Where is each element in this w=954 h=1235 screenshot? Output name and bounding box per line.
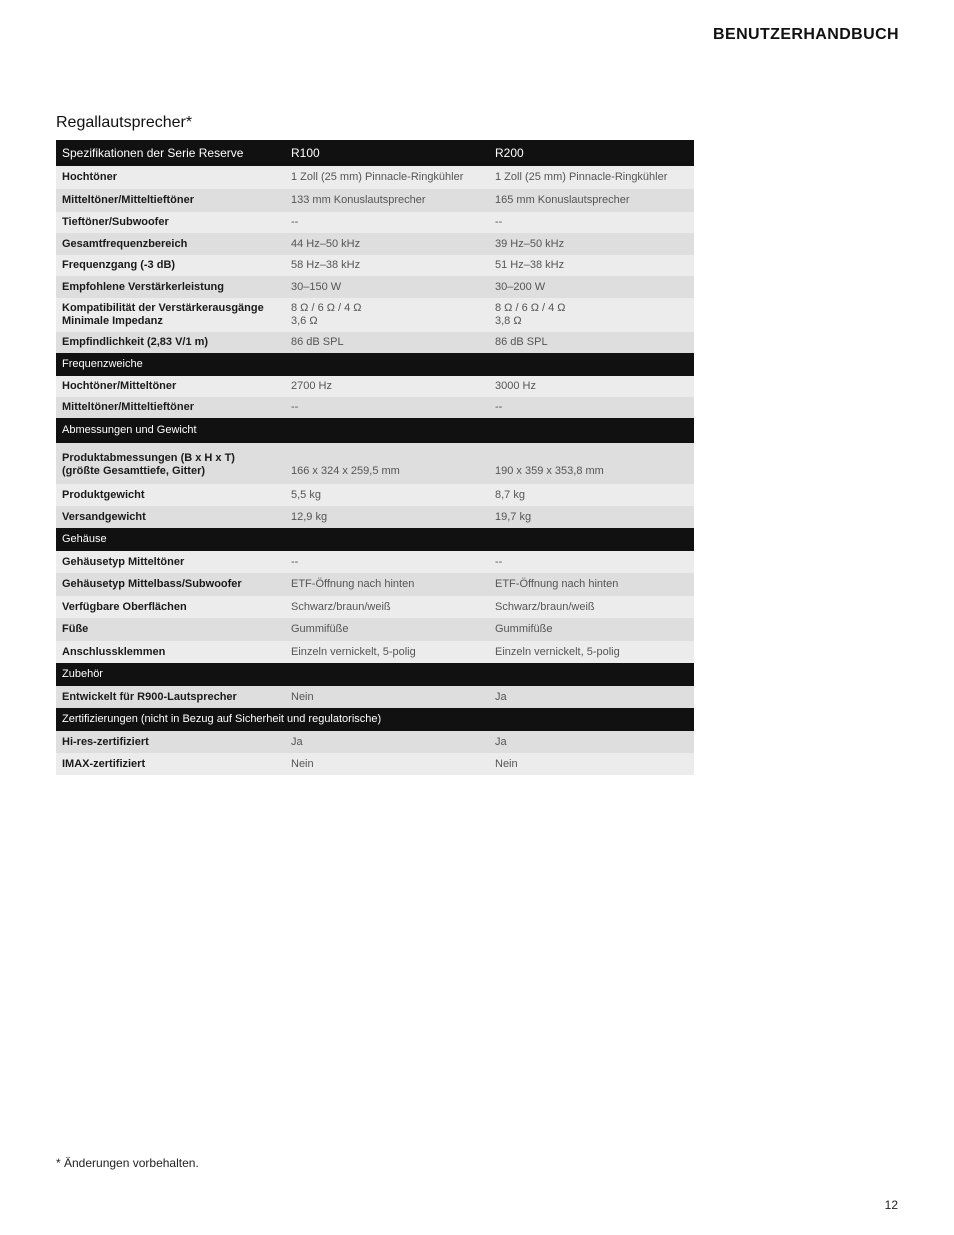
- table-row: [56, 443, 694, 484]
- row-label: Entwickelt für R900-Lautsprecher: [62, 690, 237, 703]
- cell-r100: [285, 302, 489, 328]
- table-row: [56, 618, 694, 641]
- section-header-label: Zertifizierungen (nicht in Bezug auf Sicherheit und regulatorische): [62, 713, 382, 725]
- row-label: Empfindlichkeit (2,83 V/1 m): [62, 336, 209, 348]
- row-label-line-2: Minimale Impedanz: [62, 315, 163, 327]
- table-row: [56, 166, 694, 189]
- table-row: [56, 376, 694, 397]
- cell-r100-line-1: 8 Ω / 6 Ω / 4 Ω: [291, 302, 362, 314]
- cell-r100-line-2: 3,6 Ω: [291, 315, 318, 327]
- cell-r200: 1 Zoll (25 mm) Pinnacle-Ringkühler: [495, 171, 668, 183]
- row-label: Produktgewicht: [62, 488, 145, 501]
- row-label: Anschlussklemmen: [62, 645, 166, 658]
- table-header-row: [56, 140, 694, 166]
- cell-r100: 12,9 kg: [291, 510, 328, 523]
- row-label: Mitteltöner/Mitteltieftöner: [62, 194, 194, 206]
- cell-r200: 8,7 kg: [495, 488, 525, 501]
- cell-r100: Einzeln vernickelt, 5-polig: [291, 645, 416, 658]
- table-row: [56, 255, 694, 276]
- cell-r100: Gummifüße: [291, 623, 349, 635]
- table-row: [56, 189, 694, 212]
- table-row: [56, 484, 694, 506]
- page-number: 12: [884, 1198, 898, 1212]
- cell-r100: Nein: [291, 757, 314, 770]
- cell-r200: 190 x 359 x 353,8 mm: [495, 465, 604, 477]
- row-label: Mitteltöner/Mitteltieftöner: [62, 401, 194, 413]
- cell-r100: 86 dB SPL: [291, 336, 344, 348]
- document-header: BENUTZERHANDBUCH: [713, 26, 899, 43]
- section-header-abmessungen: [56, 418, 694, 443]
- header-cell-spec: Spezifikationen der Serie Reserve: [62, 145, 244, 160]
- header-cell-r100: R100: [291, 145, 320, 160]
- table-row: [56, 397, 694, 418]
- section-header-label: Frequenzweiche: [62, 358, 143, 370]
- cell-r100: Nein: [291, 690, 314, 703]
- row-label: Hi-res-zertifiziert: [62, 735, 149, 748]
- cell-r200: Ja: [495, 690, 507, 703]
- section-header-label: Abmessungen und Gewicht: [62, 424, 197, 436]
- table-row: [56, 298, 694, 332]
- cell-r100: 58 Hz–38 kHz: [291, 259, 361, 271]
- row-label: Füße: [62, 623, 89, 635]
- row-label: [56, 452, 285, 478]
- cell-r200: 30–200 W: [495, 280, 546, 293]
- row-label: Gehäusetyp Mittelbass/Subwoofer: [62, 578, 242, 590]
- cell-r100: --: [291, 216, 299, 228]
- cell-r200: --: [495, 401, 503, 413]
- cell-r200: ETF-Öffnung nach hinten: [495, 578, 619, 590]
- table-row: [56, 596, 694, 618]
- table-row: [56, 212, 694, 233]
- cell-r200: 39 Hz–50 kHz: [495, 237, 565, 250]
- section-header-gehaeuse: [56, 528, 694, 551]
- section-header-zertifizierungen: [56, 708, 694, 731]
- spec-table: [56, 140, 694, 775]
- cell-r200-line-2: 3,8 Ω: [495, 315, 522, 327]
- table-row: [56, 641, 694, 663]
- row-label: Empfohlene Verstärkerleistung: [62, 280, 224, 293]
- cell-r200: Gummifüße: [495, 623, 553, 635]
- cell-r200: --: [495, 216, 503, 228]
- row-label: [56, 302, 285, 328]
- footnote: * Änderungen vorbehalten.: [56, 1156, 199, 1170]
- cell-r200: --: [495, 555, 503, 568]
- section-header-zubehoer: [56, 663, 694, 686]
- cell-r100: ETF-Öffnung nach hinten: [291, 578, 415, 590]
- section-header-frequenzweiche: [56, 353, 694, 376]
- row-label: Hochtöner: [62, 171, 117, 183]
- cell-r100: 30–150 W: [291, 280, 342, 293]
- row-label: Tieftöner/Subwoofer: [62, 216, 169, 228]
- section-header-label: Zubehör: [62, 668, 103, 680]
- table-row: [56, 686, 694, 708]
- cell-r200-line-1: 8 Ω / 6 Ω / 4 Ω: [495, 302, 566, 314]
- row-label: Hochtöner/Mitteltöner: [62, 380, 177, 392]
- row-label: IMAX-zertifiziert: [62, 757, 146, 770]
- cell-r100: 5,5 kg: [291, 488, 321, 501]
- cell-r100: --: [291, 401, 299, 413]
- section-title: Regallautsprecher*: [56, 114, 193, 131]
- row-label-line-2: (größte Gesamttiefe, Gitter): [62, 465, 206, 477]
- cell-r100: Schwarz/braun/weiß: [291, 600, 391, 613]
- section-header-label: Gehäuse: [62, 533, 107, 545]
- table-row: [56, 506, 694, 528]
- cell-r100: 1 Zoll (25 mm) Pinnacle-Ringkühler: [291, 171, 464, 183]
- row-label: Gehäusetyp Mitteltöner: [62, 555, 185, 568]
- cell-r200: 51 Hz–38 kHz: [495, 259, 565, 271]
- cell-r200: 19,7 kg: [495, 510, 532, 523]
- cell-r100: 166 x 324 x 259,5 mm: [291, 465, 400, 477]
- cell-r100: 133 mm Konuslautsprecher: [291, 194, 426, 206]
- cell-r200: 3000 Hz: [495, 380, 536, 392]
- cell-r200: 165 mm Konuslautsprecher: [495, 194, 630, 206]
- table-row: [56, 731, 694, 753]
- header-cell-r200: R200: [495, 145, 524, 160]
- table-row: [56, 573, 694, 596]
- cell-r200: Nein: [495, 757, 518, 770]
- cell-r200: 86 dB SPL: [495, 336, 548, 348]
- cell-r100: --: [291, 555, 299, 568]
- cell-r100: 2700 Hz: [291, 380, 332, 392]
- table-row: [56, 332, 694, 353]
- cell-r200: Einzeln vernickelt, 5-polig: [495, 645, 620, 658]
- cell-r200: Schwarz/braun/weiß: [495, 600, 595, 613]
- row-label-line-1: Produktabmessungen (B x H x T): [62, 452, 235, 464]
- cell-r200: [489, 302, 694, 328]
- row-label: Verfügbare Oberflächen: [62, 600, 187, 613]
- row-label: Frequenzgang (-3 dB): [62, 259, 176, 271]
- row-label: Versandgewicht: [62, 510, 146, 523]
- table-row: [56, 276, 694, 298]
- cell-r200: Ja: [495, 735, 507, 748]
- row-label: Gesamtfrequenzbereich: [62, 237, 188, 250]
- cell-r100: Ja: [291, 735, 303, 748]
- row-label-line-1: Kompatibilität der Verstärkerausgänge: [62, 302, 264, 314]
- table-row: [56, 551, 694, 573]
- table-row: [56, 753, 694, 775]
- cell-r100: 44 Hz–50 kHz: [291, 237, 361, 250]
- table-row: [56, 233, 694, 255]
